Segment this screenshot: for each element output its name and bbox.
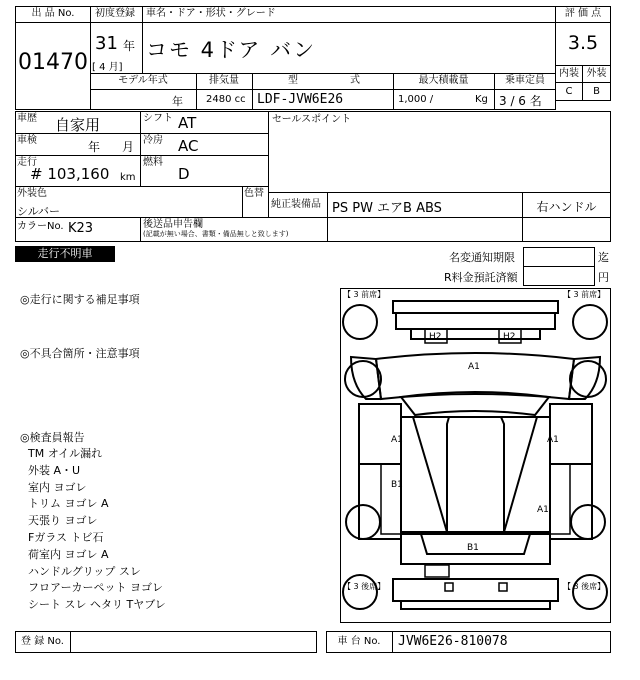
displacement-label: 排気量 <box>209 75 239 86</box>
roof <box>447 417 504 532</box>
supplement-heading: ◎走行に関する補足事項 <box>20 293 140 306</box>
inspector-line: フロアーカーペット ヨゴレ <box>28 581 163 595</box>
notice-deadline-unit: 迄 <box>598 251 609 264</box>
mileage-unit: km <box>120 172 136 183</box>
mark-left-front-door: A1 <box>391 435 403 445</box>
recycle-unit: 円 <box>598 271 609 284</box>
shaken-year-unit: 年 <box>88 140 101 154</box>
right-body-inner <box>550 464 570 534</box>
capacity-value: 3 / 6 名 <box>499 94 542 108</box>
left-body-inner <box>381 464 401 534</box>
inspector-line: 天張り ヨゴレ <box>28 514 98 528</box>
usage-label: 車歴 <box>17 113 37 124</box>
mark-headlight-left: H2 <box>429 332 442 342</box>
inspector-line: TM オイル漏れ <box>28 447 103 460</box>
steering-value: 右ハンドル <box>536 200 597 214</box>
model-type-label-2: 式 <box>350 75 360 86</box>
front-bumper <box>393 301 558 313</box>
exterior-label: 外装 <box>586 68 607 79</box>
capacity-label: 乗車定員 <box>505 75 545 86</box>
interior-label: 内装 <box>559 68 579 79</box>
model-type-value: LDF-JVW6E26 <box>257 92 344 107</box>
corner-label-top-left: 【 3 前席】 <box>343 290 386 299</box>
registration-label: 初度登録 <box>95 8 135 19</box>
exterior-grade: B <box>593 86 600 97</box>
mark-rear: B1 <box>467 543 479 553</box>
registration-month: [ 4 月] <box>92 62 123 73</box>
mileage-unknown-badge: 走行不明車 <box>15 246 115 262</box>
registration-year-unit: 年 <box>123 39 136 53</box>
wheel-front-left <box>343 305 377 339</box>
fuel-label: 燃料 <box>143 157 163 168</box>
pillar-left <box>401 417 447 532</box>
sales-point-label: セールスポイント <box>272 114 352 125</box>
mark-right-rear: A1 <box>537 505 549 515</box>
notice-deadline-field <box>523 247 595 267</box>
corner-label-bottom-right: 【 3 後席】 <box>563 582 606 591</box>
car-name-label: 車名・ドア・形状・グレード <box>146 8 276 19</box>
exterior-color-value: シルバー <box>17 205 60 218</box>
equipment-value: PS PW エアB ABS <box>332 201 442 216</box>
wheel-rear-right-1 <box>571 505 605 539</box>
windshield <box>401 392 549 415</box>
rear-lamp-right <box>499 583 507 591</box>
defects-heading: ◎不具合箇所・注意事項 <box>20 347 140 360</box>
shaken-month-unit: 月 <box>122 140 135 154</box>
car-diagram <box>340 288 611 623</box>
shift-label: シフト <box>143 113 173 124</box>
model-type-label: 型 <box>288 75 298 86</box>
inspector-line: 外装 A・U <box>28 463 81 477</box>
inspector-line: トリム ヨゴレ A <box>28 497 109 511</box>
rear-lamp-left <box>445 583 453 591</box>
corner-label-bottom-left: 【 3 後席】 <box>343 582 386 591</box>
inspector-line: 荷室内 ヨゴレ A <box>28 547 109 561</box>
equipment-label: 純正装備品 <box>271 199 321 210</box>
shift-value: AT <box>178 114 197 132</box>
wheel-front-right <box>573 305 607 339</box>
mark-headlight-right: H2 <box>503 332 516 342</box>
lot-number: 01470 <box>18 50 88 75</box>
rear-bumper-lower <box>401 601 550 609</box>
max-load-label: 最大積載量 <box>418 75 469 86</box>
inspector-line: シート スレ ヘタリ Tヤブレ <box>28 598 166 612</box>
color-no-label: カラーNo. <box>17 221 64 232</box>
docs-label: 後送品申告欄 <box>143 219 203 230</box>
recycle-field <box>523 266 595 286</box>
chassis-no-label: 車 台 No. <box>337 636 381 647</box>
mark-right-front-door: A1 <box>547 435 559 445</box>
grade-label: 評 価 点 <box>564 8 602 19</box>
registration-no-label: 登 録 No. <box>21 636 64 647</box>
fuel-value: D <box>178 165 190 183</box>
corner-label-top-right: 【 3 前席】 <box>563 290 606 299</box>
wheel-mid-left <box>345 361 381 397</box>
exterior-color-label: 外装色 <box>17 188 47 199</box>
car-name: コモ 4ドア バン <box>146 38 317 62</box>
interior-grade: C <box>565 86 573 97</box>
inspector-line: ハンドルグリップ スレ <box>28 564 141 578</box>
usage-value: 自家用 <box>55 116 101 134</box>
displacement-value: 2480 cc <box>206 94 246 105</box>
rear-plate <box>425 565 449 577</box>
wheel-rear-left-1 <box>346 505 380 539</box>
notice-deadline-label: 名変通知期限 <box>449 251 515 264</box>
front-grille <box>396 313 555 329</box>
mileage-value: # 103,160 <box>30 165 110 183</box>
max-load-value: 1,000 / <box>398 94 434 105</box>
car-diagram-svg <box>341 289 610 622</box>
grade-score: 3.5 <box>567 32 599 54</box>
color-no-value: K23 <box>68 221 94 236</box>
inspector-line: Fガラス トビ石 <box>28 530 104 544</box>
chassis-no-value: JVW6E26-810078 <box>398 634 508 649</box>
model-year-unit: 年 <box>172 95 183 108</box>
recycle-label: R料金預託済額 <box>444 271 518 284</box>
color-change-label: 色替 <box>244 188 264 199</box>
inspector-heading: ◎検査員報告 <box>20 431 85 444</box>
inspector-line: 室内 ヨゴレ <box>28 480 87 494</box>
model-year-label: モデル年式 <box>118 75 168 86</box>
rear-bumper <box>393 579 558 601</box>
lot-label: 出 品 No. <box>31 8 75 19</box>
max-load-unit: Kg <box>475 94 488 105</box>
registration-year: 31 <box>95 33 118 54</box>
docs-note: (記載が無い場合、書類・備品無しと致します) <box>143 230 289 238</box>
mark-left-rear-door: B1 <box>391 480 403 490</box>
inspector-list <box>28 446 208 614</box>
mark-hood: A1 <box>468 362 480 372</box>
wheel-rear-right-2 <box>573 575 607 609</box>
shaken-label: 車検 <box>17 135 37 146</box>
wheel-mid-right <box>570 361 606 397</box>
mileage-label: 走行 <box>17 157 37 168</box>
ac-value: AC <box>178 137 199 155</box>
wheel-rear-left-2 <box>343 575 377 609</box>
ac-label: 冷房 <box>143 135 163 146</box>
